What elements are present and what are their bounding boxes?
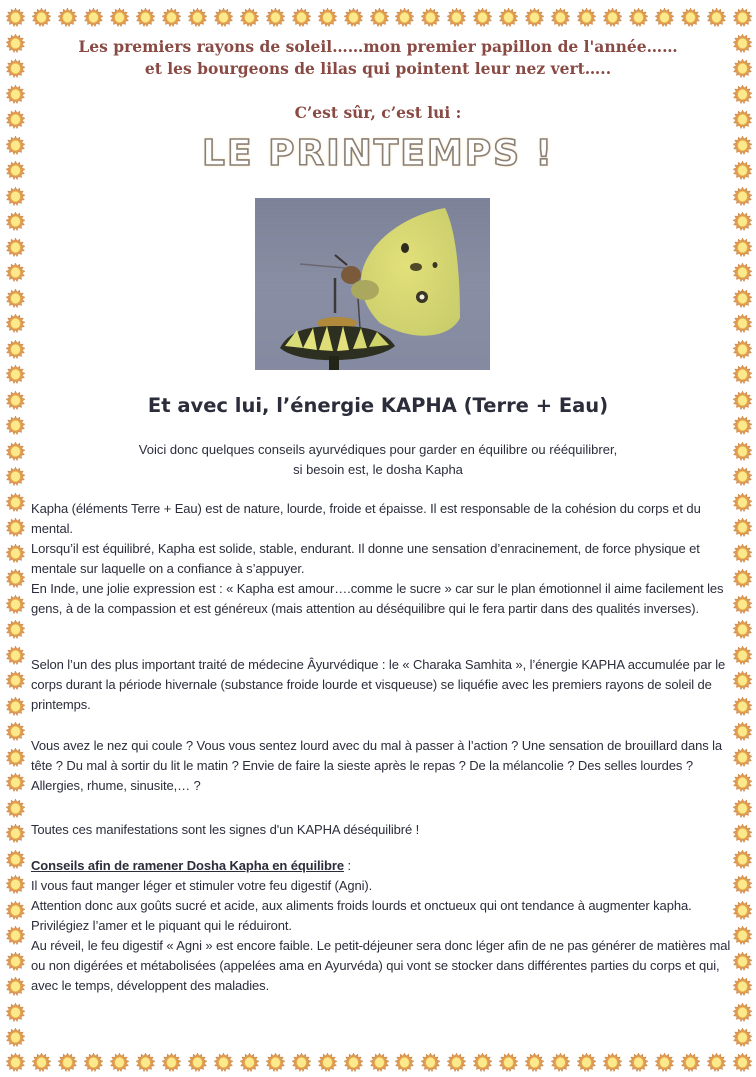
sun-icon bbox=[214, 1053, 233, 1072]
sun-icon bbox=[733, 875, 752, 894]
butterfly-on-flower-image bbox=[255, 198, 490, 370]
sun-icon bbox=[733, 212, 752, 231]
sun-icon bbox=[733, 442, 752, 461]
sun-icon bbox=[370, 8, 389, 27]
sun-icon bbox=[6, 926, 25, 945]
advice-item-2: Attention donc aux goûts sucré et acide, aux aliments froids lourds et onctueux qui ont tendance à augmenter kapha. Privilégiez l’amer et le piquant qui le réduiront. bbox=[31, 898, 692, 933]
sun-icon bbox=[733, 59, 752, 78]
header-line-2: et les bourgeons de lilas qui pointent leur nez vert….. bbox=[144, 59, 612, 78]
kapha-description bbox=[31, 499, 731, 619]
sun-icon bbox=[395, 8, 414, 27]
sun-icon bbox=[733, 416, 752, 435]
sun-icon bbox=[32, 8, 51, 27]
sun-icon bbox=[6, 238, 25, 257]
sun-icon bbox=[733, 1003, 752, 1022]
sun-icon bbox=[32, 1053, 51, 1072]
sun-icon bbox=[58, 1053, 77, 1072]
sun-icon bbox=[733, 620, 752, 639]
sun-icon bbox=[525, 1053, 544, 1072]
butterfly-photo bbox=[255, 198, 490, 370]
sun-icon bbox=[6, 110, 25, 129]
sun-icon bbox=[733, 467, 752, 486]
paragraph-charaka: Selon l’un des plus important traité de médecine Âyurvédique : le « Charaka Samhita », l’énergie KAPHA accumulée par le corps durant la période hivernale (substance froide lourde et visqueuse) se liquéfie avec les premiers rayons de soleil de printemps. bbox=[31, 657, 726, 712]
header-line-3: C’est sûr, c’est lui : bbox=[294, 103, 462, 122]
sun-icon bbox=[6, 467, 25, 486]
sun-icon bbox=[733, 238, 752, 257]
sun-icon bbox=[681, 1053, 700, 1072]
sun-icon bbox=[6, 722, 25, 741]
paragraph-conclusion: Toutes ces manifestations sont les signes d'un KAPHA déséquilibré ! bbox=[31, 822, 420, 837]
sun-icon bbox=[6, 518, 25, 537]
sun-icon bbox=[733, 773, 752, 792]
sun-icon bbox=[473, 1053, 492, 1072]
sun-icon bbox=[733, 518, 752, 537]
sun-icon bbox=[6, 697, 25, 716]
sun-icon bbox=[162, 1053, 181, 1072]
sun-icon bbox=[551, 8, 570, 27]
sun-icon bbox=[525, 8, 544, 27]
advice-heading: Conseils afin de ramener Dosha Kapha en équilibre bbox=[31, 858, 344, 873]
sun-icon bbox=[6, 620, 25, 639]
sun-icon bbox=[6, 314, 25, 333]
sun-icon bbox=[733, 977, 752, 996]
sun-icon bbox=[603, 1053, 622, 1072]
sun-icon bbox=[447, 1053, 466, 1072]
sun-icon bbox=[6, 340, 25, 359]
sun-icon bbox=[110, 1053, 129, 1072]
sun-icon bbox=[6, 824, 25, 843]
sun-icon bbox=[6, 977, 25, 996]
sun-icon bbox=[733, 697, 752, 716]
sun-icon bbox=[240, 8, 259, 27]
sun-icon bbox=[214, 8, 233, 27]
sun-icon bbox=[577, 8, 596, 27]
sun-icon bbox=[344, 1053, 363, 1072]
sun-icon bbox=[6, 850, 25, 869]
intro-line-2: si besoin est, le dosha Kapha bbox=[293, 462, 463, 477]
sun-icon bbox=[733, 748, 752, 767]
sun-icon bbox=[707, 1053, 726, 1072]
sun-icon bbox=[6, 187, 25, 206]
sun-icon bbox=[344, 8, 363, 27]
sun-icon bbox=[6, 263, 25, 282]
sun-icon bbox=[6, 59, 25, 78]
sun-icon bbox=[733, 901, 752, 920]
sun-icon bbox=[266, 8, 285, 27]
paragraph-inde: En Inde, une jolie expression est : « Kapha est amour….comme le sucre » car sur le plan émotionnel il aime facilement les gens, à de la compassion et est généreux (mais attention au déséquilibre qui le fera partir dans des qualités inverses). bbox=[31, 581, 724, 616]
sun-icon bbox=[318, 1053, 337, 1072]
sun-icon bbox=[6, 748, 25, 767]
sun-icon bbox=[733, 1053, 752, 1072]
sun-icon bbox=[707, 8, 726, 27]
sun-icon bbox=[6, 1003, 25, 1022]
sun-icon bbox=[6, 773, 25, 792]
sun-icon bbox=[6, 85, 25, 104]
sun-icon bbox=[733, 544, 752, 563]
sun-icon bbox=[6, 646, 25, 665]
sun-icon bbox=[162, 8, 181, 27]
sun-icon bbox=[6, 799, 25, 818]
sun-icon bbox=[733, 34, 752, 53]
sun-icon bbox=[370, 1053, 389, 1072]
sun-icon bbox=[318, 8, 337, 27]
sun-icon bbox=[733, 722, 752, 741]
sun-icon bbox=[266, 1053, 285, 1072]
sun-icon bbox=[733, 365, 752, 384]
advice-item-3: Au réveil, le feu digestif « Agni » est encore faible. Le petit-déjeuner sera donc léger afin de ne pas générer de matières mal ou non digérées et métabolisées (appelées ama en Ayurvéda) qui vont se stocker dans différentes parties du corps et qui, avec le temps, développent des maladies. bbox=[31, 938, 731, 993]
sun-icon bbox=[629, 1053, 648, 1072]
sun-icon bbox=[733, 110, 752, 129]
sun-icon bbox=[733, 187, 752, 206]
sun-icon bbox=[421, 1053, 440, 1072]
sun-icon bbox=[6, 416, 25, 435]
sun-icon bbox=[733, 493, 752, 512]
sun-icon bbox=[655, 1053, 674, 1072]
sun-icon bbox=[421, 8, 440, 27]
sun-icon bbox=[6, 8, 25, 27]
page-title: LE PRINTEMPS ! bbox=[202, 133, 554, 174]
sun-icon bbox=[58, 8, 77, 27]
sun-icon bbox=[733, 289, 752, 308]
sun-icon bbox=[6, 1053, 25, 1072]
sun-icon bbox=[733, 671, 752, 690]
sun-icon bbox=[6, 365, 25, 384]
sun-icon bbox=[110, 8, 129, 27]
sun-icon bbox=[473, 8, 492, 27]
sun-icon bbox=[6, 595, 25, 614]
advice-item-1: Il vous faut manger léger et stimuler votre feu digestif (Agni). bbox=[31, 878, 373, 893]
header-line-1: Les premiers rayons de soleil……mon premier papillon de l'année…… bbox=[78, 37, 678, 56]
sun-icon bbox=[733, 569, 752, 588]
sun-icon bbox=[733, 850, 752, 869]
sun-icon bbox=[6, 289, 25, 308]
sun-icon bbox=[499, 8, 518, 27]
sun-icon bbox=[733, 646, 752, 665]
sun-icon bbox=[6, 34, 25, 53]
sun-icon bbox=[551, 1053, 570, 1072]
sun-icon bbox=[292, 1053, 311, 1072]
advice-heading-line bbox=[31, 856, 731, 876]
intro-line-1: Voici donc quelques conseils ayurvédiques pour garder en équilibre ou rééquilibrer, bbox=[138, 442, 618, 457]
paragraph-nature: Kapha (éléments Terre + Eau) est de nature, lourde, froide et épaisse. Il est responsable de la cohésion du corps et du mental. bbox=[31, 501, 701, 536]
sun-icon bbox=[733, 926, 752, 945]
sun-icon bbox=[395, 1053, 414, 1072]
sun-icon bbox=[292, 8, 311, 27]
sun-icon bbox=[6, 901, 25, 920]
sun-icon bbox=[603, 8, 622, 27]
sun-icon bbox=[447, 8, 466, 27]
sun-icon bbox=[188, 1053, 207, 1072]
sun-icon bbox=[84, 1053, 103, 1072]
sun-icon bbox=[6, 544, 25, 563]
sun-icon bbox=[6, 442, 25, 461]
sun-icon bbox=[6, 569, 25, 588]
paragraph-equilibre: Lorsqu’il est équilibré, Kapha est solide, stable, endurant. Il donne une sensation d’enracinement, de force physique et mentale sur laquelle on a confiance à s’appuyer. bbox=[31, 541, 700, 576]
sun-icon bbox=[733, 1028, 752, 1047]
sun-icon bbox=[733, 8, 752, 27]
sun-icon bbox=[6, 212, 25, 231]
sun-icon bbox=[6, 671, 25, 690]
sun-icon bbox=[188, 8, 207, 27]
sun-icon bbox=[577, 1053, 596, 1072]
sun-icon bbox=[240, 1053, 259, 1072]
paragraph-symptoms: Vous avez le nez qui coule ? Vous vous sentez lourd avec du mal à passer à l’action ? Une sensation de brouillard dans la tête ? Du mal à sortir du lit le matin ? Envie de faire la sieste après le repas ? De la mélancolie ? Des selles lourdes ? Allergies, rhume, sinusite,… ? bbox=[31, 738, 723, 793]
sun-icon bbox=[136, 1053, 155, 1072]
sun-icon bbox=[733, 85, 752, 104]
sun-icon bbox=[629, 8, 648, 27]
sun-icon bbox=[733, 263, 752, 282]
sun-icon bbox=[681, 8, 700, 27]
advice-section bbox=[31, 856, 731, 996]
sun-icon bbox=[733, 799, 752, 818]
sun-icon bbox=[84, 8, 103, 27]
sun-icon bbox=[6, 875, 25, 894]
sun-icon bbox=[136, 8, 155, 27]
sun-icon bbox=[733, 340, 752, 359]
sun-icon bbox=[6, 1028, 25, 1047]
intro-text bbox=[60, 440, 696, 480]
sun-icon bbox=[733, 824, 752, 843]
sun-icon bbox=[6, 952, 25, 971]
sun-icon bbox=[499, 1053, 518, 1072]
sun-icon bbox=[733, 314, 752, 333]
sun-icon bbox=[733, 952, 752, 971]
sun-icon bbox=[655, 8, 674, 27]
sun-icon bbox=[733, 595, 752, 614]
sun-icon bbox=[6, 493, 25, 512]
advice-heading-colon: : bbox=[343, 858, 351, 873]
section-heading: Et avec lui, l’énergie KAPHA (Terre + Eau) bbox=[147, 394, 609, 417]
